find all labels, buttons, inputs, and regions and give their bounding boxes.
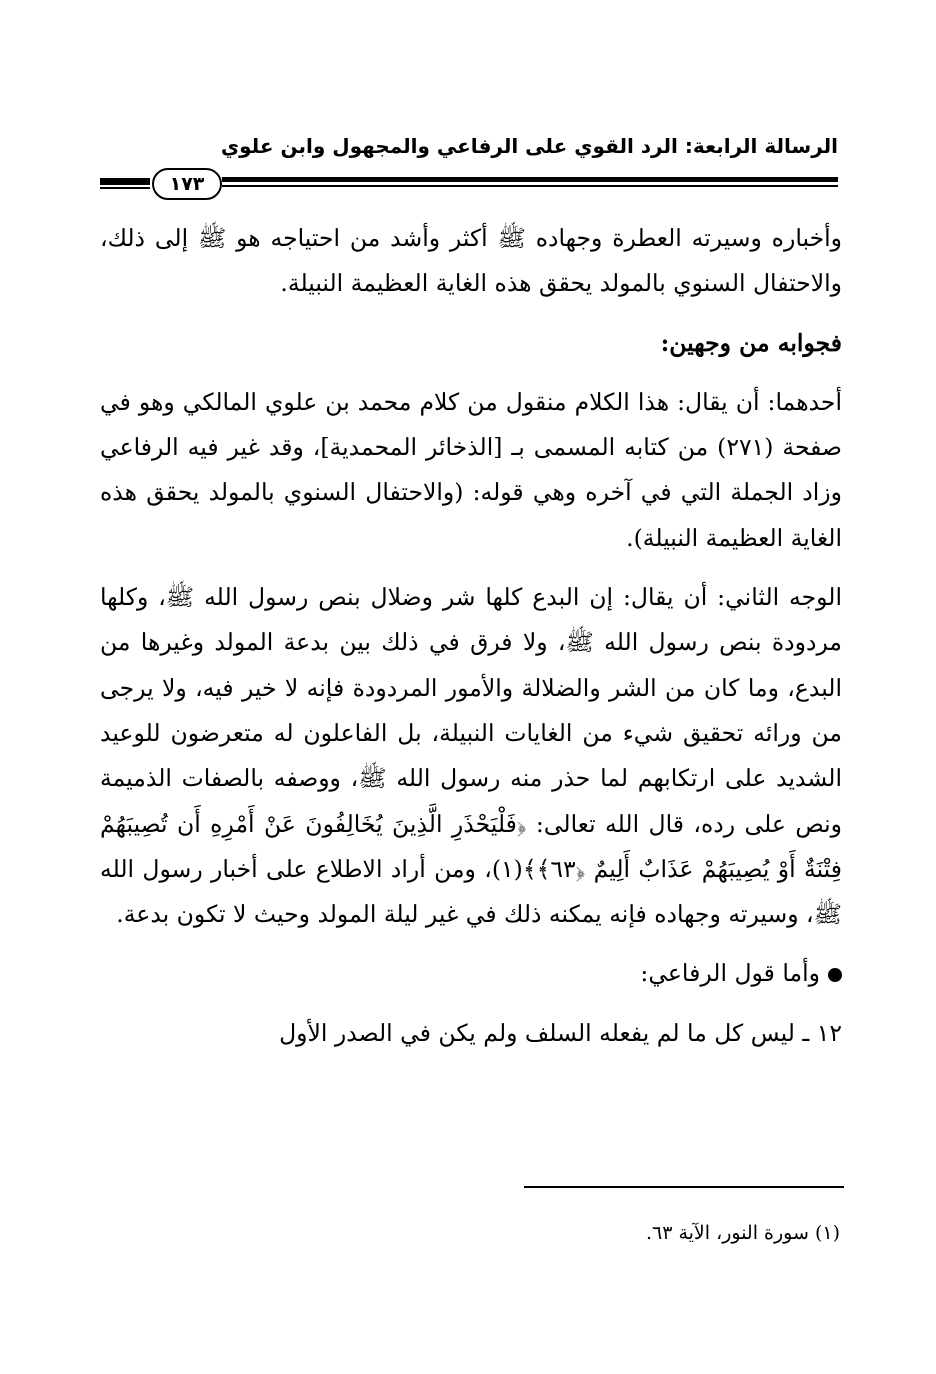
- page-number: ١٧٣: [152, 168, 222, 200]
- paragraph-4: الوجه الثاني: أن يقال: إن البدع كلها شر وضلال بنص رسول الله ﷺ، وكلها مردودة بنص رسول الله ﷺ، ولا فرق في ذلك بين بدعة المولد وغيرها من البدع، وما كان من الشر والضلالة والأمور المردودة فإنه لا خير فيه، ولا يرجى من ورائه تحقيق شيء من الغايات النبيلة، بل الفاعلون له متعرضون للوعيد الشديد على ارتكابهم لما حذر منه رسول الله ﷺ، ووصفه بالصفات الذميمة ونص على رده، قال الله تعالى: ﴿فَلْيَحْذَرِ الَّذِينَ يُخَالِفُونَ عَنْ أَمْرِهِ أَن تُصِيبَهُمْ فِتْنَةٌ أَوْ يُصِيبَهُمْ عَذَابٌ أَلِيمٌ ﴿٦٣﴾﴾(١)، ومن أراد الاطلاع على أخبار رسول الله ﷺ، وسيرته وجهاده فإنه يمكنه ذلك في غير ليلة المولد وحيث لا تكون بدعة.: [100, 583, 842, 929]
- paragraph-5: [100, 951, 842, 996]
- paragraph-5-text: وأما قول الرفاعي:: [640, 959, 820, 988]
- header-rule-left-thick: [100, 178, 150, 185]
- header-rule-left-thin: [100, 187, 150, 189]
- footnote: (١) سورة النور، الآية ٦٣.: [645, 1222, 840, 1244]
- footnote-separator: [524, 1186, 844, 1188]
- paragraph-3: أحدهما: أن يقال: هذا الكلام منقول من كلام محمد بن علوي المالكي وهو في صفحة (٢٧١) من كتابه المسمى بـ [الذخائر المحمدية]، وقد غير فيه الرفاعي وزاد الجملة التي في آخره وهي قوله: (والاحتفال السنوي بالمولد يحقق هذه الغاية العظيمة النبيلة).: [100, 387, 842, 552]
- body-text: [100, 216, 842, 1056]
- header-rule: [96, 168, 838, 198]
- header-rule-right-thin: [222, 185, 838, 187]
- header-rule-right-thick: [222, 177, 838, 182]
- paragraph-2-subheading: فجوابه من وجهين:: [660, 328, 842, 357]
- paragraph-1: وأخباره وسيرته العطرة وجهاده ﷺ أكثر وأشد من احتياجه هو ﷺ إلى ذلك، والاحتفال السنوي بالمولد يحقق هذه الغاية العظيمة النبيلة.: [100, 224, 842, 298]
- running-header-title: الرسالة الرابعة: الرد القوي على الرفاعي والمجهول وابن علوي: [220, 134, 838, 158]
- paragraph-6: ١٢ ـ ليس كل ما لم يفعله السلف ولم يكن في الصدر الأول: [279, 1018, 842, 1047]
- bullet-icon: [828, 968, 842, 982]
